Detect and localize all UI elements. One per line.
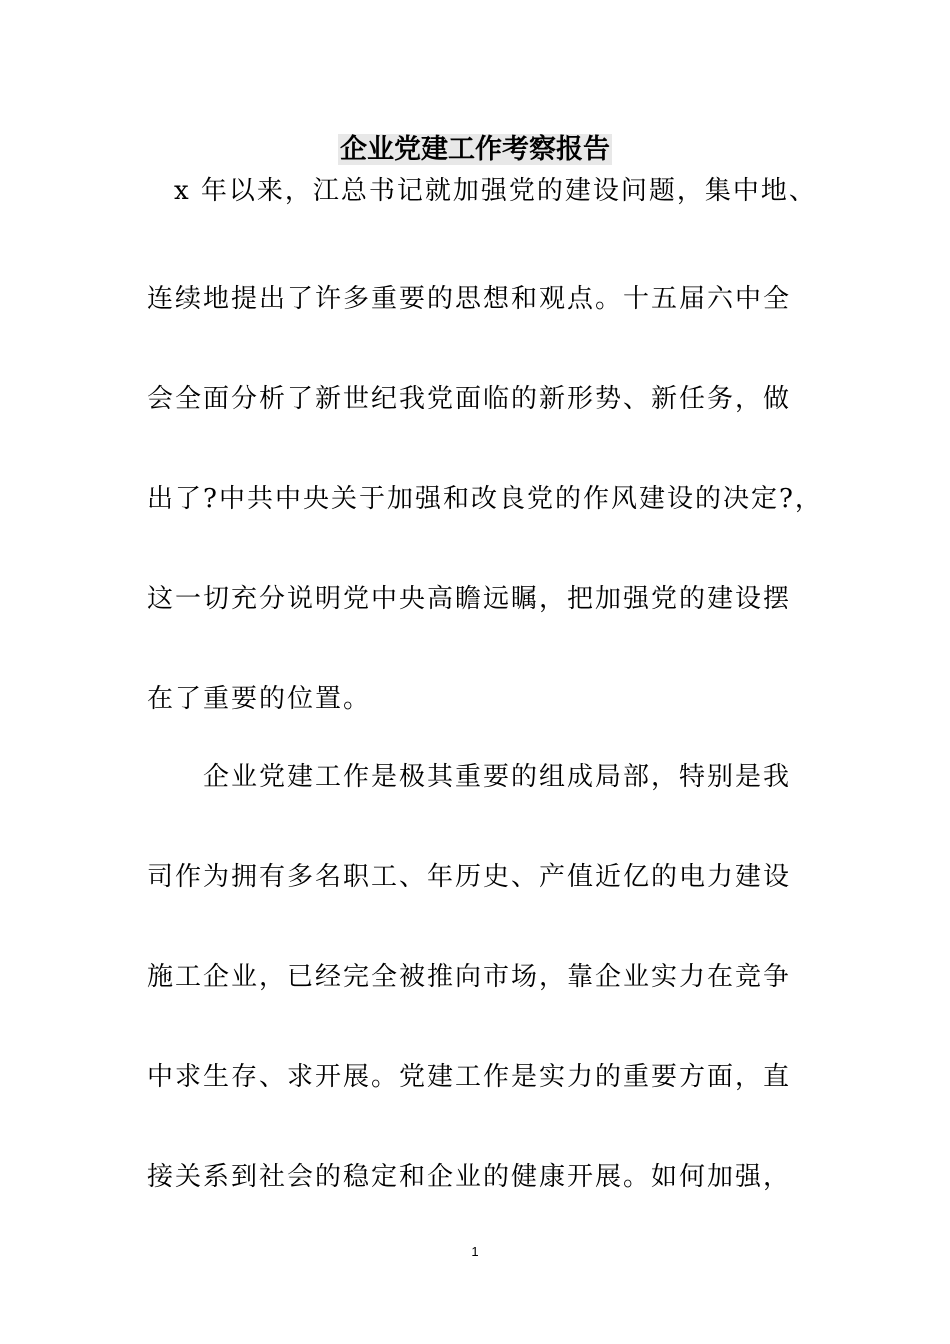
paragraph-line: 司作为拥有多名职工、年历史、产值近亿的电力建设	[147, 862, 792, 892]
paragraph-line: 在了重要的位置。	[147, 684, 372, 714]
document-title	[0, 130, 950, 170]
paragraph-line: 中求生存、求开展。党建工作是实力的重要方面，直	[147, 1062, 792, 1092]
paragraph-line: 出了?中共中央关于加强和改良党的作风建设的决定?，	[147, 484, 823, 514]
paragraph-line: 施工企业，已经完全被推向市场，靠企业实力在竞争	[147, 962, 792, 992]
paragraph-line: 这一切充分说明党中央高瞻远瞩，把加强党的建设摆	[147, 584, 792, 614]
paragraph-line: 接关系到社会的稳定和企业的健康开展。如何加强，	[147, 1162, 792, 1192]
paragraph-line: 企业党建工作是极其重要的组成局部，特别是我	[203, 762, 792, 792]
paragraph-line: x 年以来，江总书记就加强党的建设问题，集中地、	[174, 176, 817, 206]
paragraph-line: 会全面分析了新世纪我党面临的新形势、新任务，做	[147, 384, 792, 414]
paragraph-line: 连续地提出了许多重要的思想和观点。十五届六中全	[147, 284, 792, 314]
page-number: 1	[471, 1244, 479, 1259]
document-title-text: 企业党建工作考察报告	[340, 134, 610, 165]
